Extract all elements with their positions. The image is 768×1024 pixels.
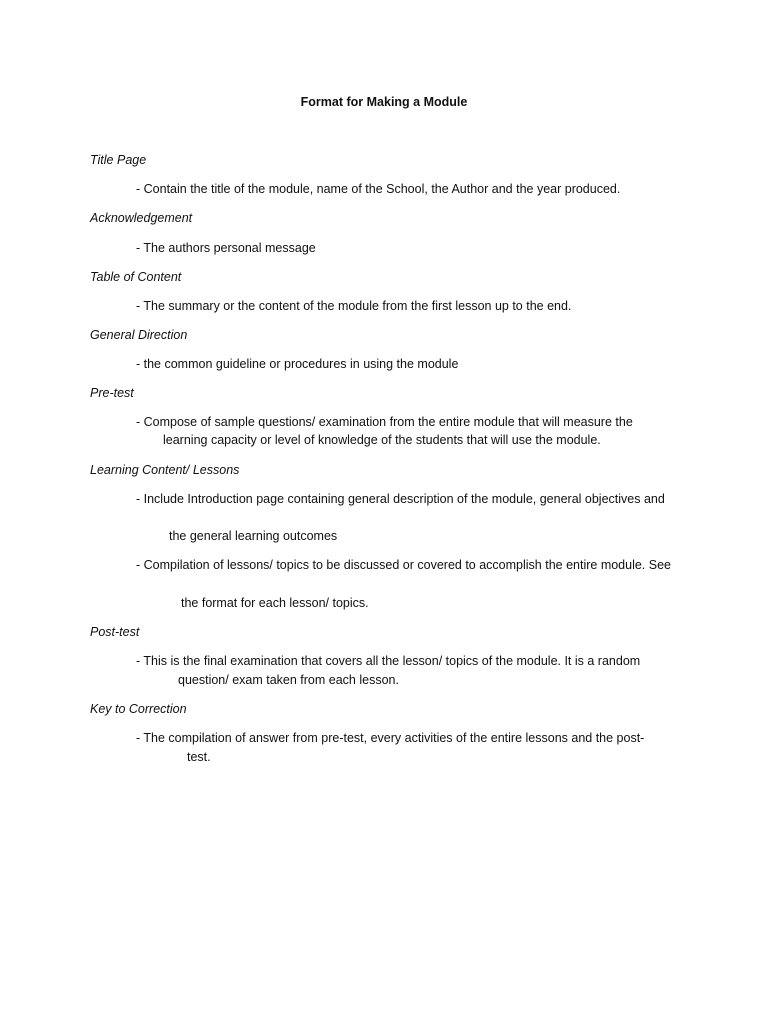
section-item-continuation: the general learning outcomes (169, 529, 338, 543)
section-heading-general-direction: General Direction (90, 328, 188, 342)
section-item-line: - The compilation of answer from pre-test, every activities of the entire lessons and the post- (136, 731, 645, 745)
section-heading-learning-content: Learning Content/ Lessons (90, 463, 240, 477)
section-item-line: - Compilation of lessons/ topics to be discussed or covered to accomplish the entire module. See (136, 558, 671, 572)
section-item-line: - The authors personal message (136, 241, 316, 255)
section-heading-title-page: Title Page (90, 153, 147, 167)
section-item-continuation: test. (187, 750, 211, 764)
document-title: Format for Making a Module (300, 95, 468, 109)
section-item-line: - Compose of sample questions/ examination from the entire module that will measure the (136, 415, 633, 429)
section-heading-acknowledgement: Acknowledgement (90, 211, 193, 225)
section-heading-pre-test: Pre-test (90, 386, 134, 400)
section-item-continuation: the format for each lesson/ topics. (181, 596, 369, 610)
section-item-line: - Include Introduction page containing general description of the module, general objectives and (136, 492, 665, 506)
section-heading-post-test: Post-test (90, 625, 140, 639)
section-item-continuation: question/ exam taken from each lesson. (178, 673, 399, 687)
section-item-line: - This is the final examination that covers all the lesson/ topics of the module. It is a random (136, 654, 641, 668)
section-heading-table-of-content: Table of Content (90, 270, 182, 284)
section-item-line: - the common guideline or procedures in using the module (136, 357, 459, 371)
section-item-continuation: learning capacity or level of knowledge of the students that will use the module. (163, 433, 601, 447)
section-item-line: - Contain the title of the module, name of the School, the Author and the year produced. (136, 182, 621, 196)
section-item-line: - The summary or the content of the module from the first lesson up to the end. (136, 299, 572, 313)
section-heading-key-to-correction: Key to Correction (90, 702, 187, 716)
